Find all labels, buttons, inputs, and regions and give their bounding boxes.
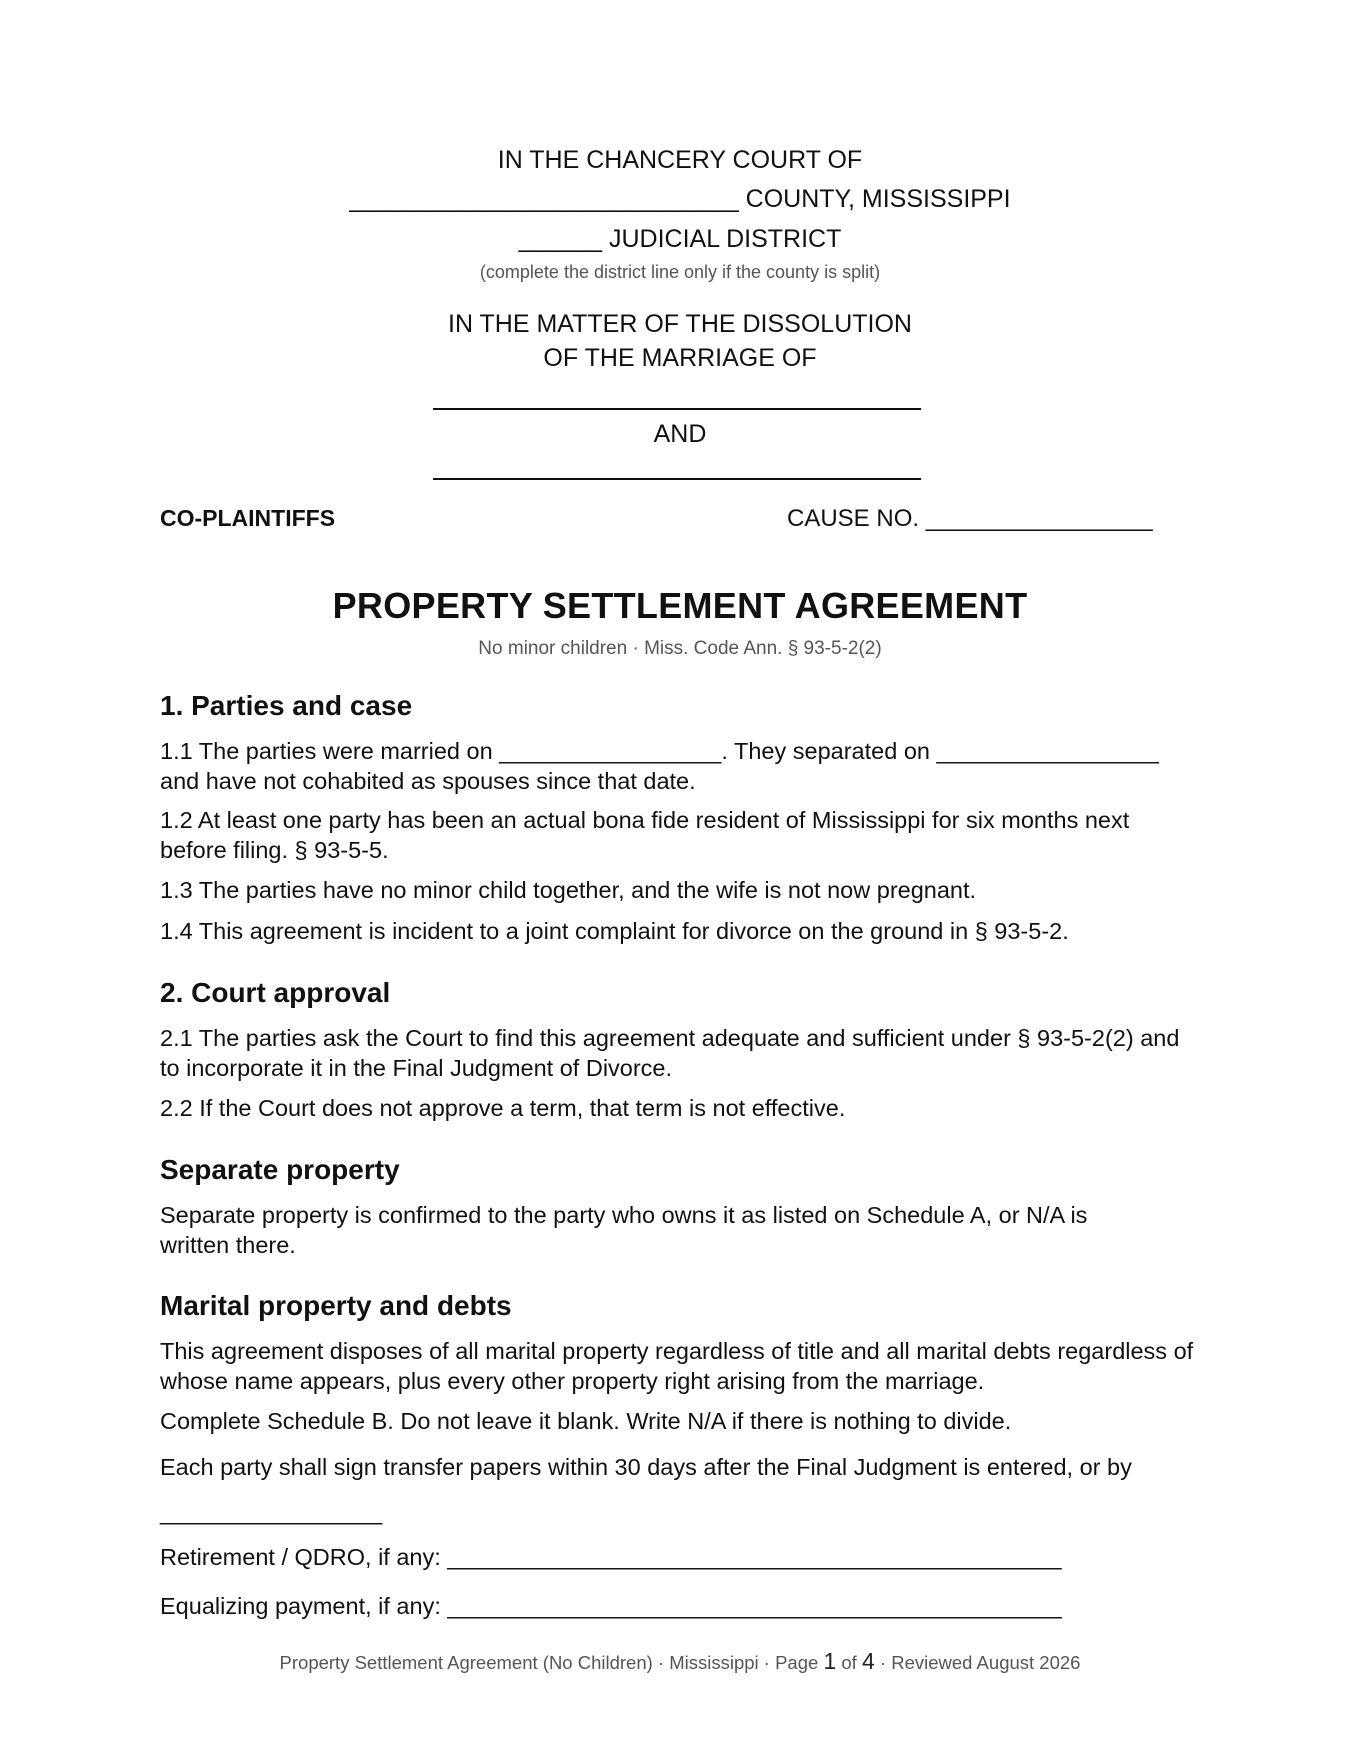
court-line: IN THE CHANCERY COURT OF — [497, 146, 863, 174]
paragraph-marital-property: This agreement disposes of all marital property regardless of title and all marital debts regardless of whose name appears, plus every other property right arising from the marriage. — [160, 1338, 1194, 1394]
paragraph-1-3: 1.3 The parties have no minor child together, and the wife is not now pregnant. — [160, 877, 977, 903]
district-line: ______ JUDICIAL DISTRICT — [518, 225, 842, 253]
paragraph-2-1: 2.1 The parties ask the Court to find this agreement adequate and sufficient under § 93-5-2(2) and to incorporate it in the Final Judgment of Divorce. — [160, 1025, 1180, 1081]
paragraph-separate-property: Separate property is confirmed to the party who owns it as listed on Schedule A, or N/A is written there. — [160, 1202, 1088, 1258]
retirement-qdro-field[interactable]: Retirement / QDRO, if any: _______________________________________________ — [160, 1544, 1062, 1570]
party-one-name-line[interactable] — [433, 408, 921, 410]
and-label: AND — [653, 420, 707, 448]
paragraph-2-2: 2.2 If the Court does not approve a term, that term is not effective. — [160, 1095, 846, 1121]
section-heading-parties: 1. Parties and case — [160, 690, 413, 721]
matter-line-1: IN THE MATTER OF THE DISSOLUTION — [448, 310, 912, 338]
footer-page-total: 4 — [861, 1648, 875, 1674]
section-heading-marital-property: Marital property and debts — [160, 1290, 512, 1321]
paragraph-1-2: 1.2 At least one party has been an actual bona fide resident of Mississippi for six months next before filing. § 93-5-5. — [160, 807, 1130, 863]
page-footer — [0, 1648, 1360, 1675]
section-heading-separate-property: Separate property — [160, 1154, 400, 1185]
document-subtitle: No minor children · Miss. Code Ann. § 93-5-2(2) — [478, 638, 882, 659]
footer-suffix: · Reviewed August 2026 — [874, 1652, 1081, 1673]
footer-prefix: Property Settlement Agreement (No Children) · Mississippi · Page — [279, 1652, 824, 1673]
paragraph-1-4: 1.4 This agreement is incident to a joint complaint for divorce on the ground in § 93-5-2. — [160, 918, 1069, 944]
cause-number-field[interactable]: CAUSE NO. _________________ — [787, 505, 1153, 532]
footer-of: of — [836, 1652, 862, 1673]
matter-line-2: OF THE MARRIAGE OF — [543, 344, 817, 372]
paragraph-1-1: 1.1 The parties were married on _________________. They separated on _________________ and have not cohabited as spouses since that date. — [160, 738, 1159, 794]
section-heading-approval: 2. Court approval — [160, 977, 391, 1008]
transfer-deadline-field[interactable]: _________________ — [160, 1499, 383, 1525]
document-title: PROPERTY SETTLEMENT AGREEMENT — [332, 585, 1028, 626]
county-line: ____________________________ COUNTY, MISSISSIPPI — [349, 185, 1011, 213]
paragraph-schedule-b: Complete Schedule B. Do not leave it blank. Write N/A if there is nothing to divide. — [160, 1408, 1012, 1434]
footer-page-number: 1 — [823, 1648, 837, 1674]
equalizing-payment-field[interactable]: Equalizing payment, if any: _______________________________________________ — [160, 1593, 1062, 1619]
co-plaintiffs-label: CO-PLAINTIFFS — [160, 505, 336, 531]
paragraph-transfer-papers: Each party shall sign transfer papers within 30 days after the Final Judgment is entered, or by — [160, 1454, 1132, 1480]
district-note: (complete the district line only if the county is split) — [479, 262, 881, 282]
party-two-name-line[interactable] — [433, 478, 921, 480]
